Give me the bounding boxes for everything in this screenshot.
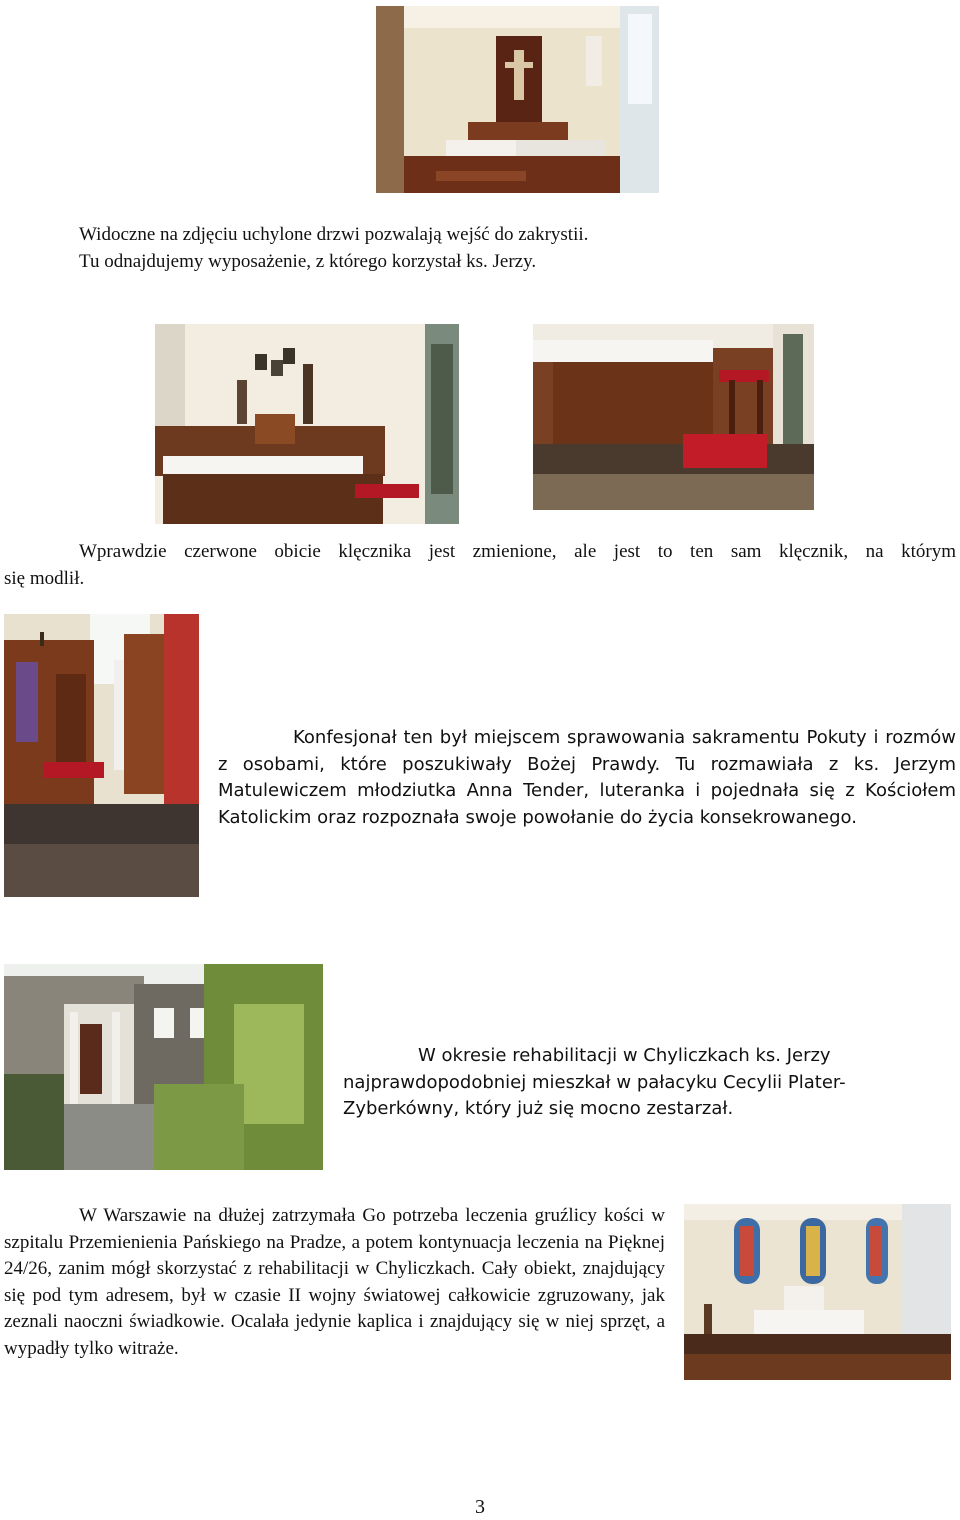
caption-line: najprawdopodobniej mieszkał w pałacyku Cecylii Plater-: [343, 1071, 846, 1093]
stained-glass-chapel-photo: [684, 1204, 951, 1380]
rehabilitation-caption: [343, 1043, 943, 1123]
kneeler-caption: [4, 539, 956, 592]
caption-line: Tu odnajdujemy wyposażenie, z którego korzystał ks. Jerzy.: [79, 250, 537, 272]
caption-line: się modlił.: [4, 567, 85, 589]
sacristy-caption: [79, 222, 588, 275]
chapel-altar-photo: [376, 6, 659, 193]
caption-line: Widoczne na zdjęciu uchylone drzwi pozwalają wejść do zakrystii.: [79, 224, 589, 245]
page-number: 3: [475, 1496, 485, 1518]
sacristy-photo: [155, 324, 459, 524]
caption-line: Zyberkówny, który już się mocno zestarzał.: [343, 1098, 734, 1119]
warsaw-caption: W Warszawie na dłużej zatrzymała Go potrzeba leczenia gruźlicy kości w szpitalu Przemienienia Pańskiego na Pradze, a potem kontynuacja leczenia na Pięknej 24/26, zanim mógł skorzystać z rehabilitacji w Chyliczkach. Cały obiekt, znajdujący się pod tym adresem, był w czasie II wojny światowej całkowicie zgruzowany, jak zeznali naoczni świadkowie. Ocalała jedynie kaplica i znajdujący się w niej sprzęt, a wypadły tylko witraże.: [4, 1205, 665, 1359]
confessional-photo: [4, 614, 199, 897]
kneeler-photo: [533, 324, 814, 510]
palace-photo: [4, 964, 323, 1170]
confessional-caption: Konfesjonał ten był miejscem sprawowania sakramentu Pokuty i rozmów z osobami, które poszukiwały Bożej Prawdy. Tu rozmawiała z ks. Jerzym Matulewiczem młodziutka Anna Tender, luteranka i pojednała się z Kościołem Katolickim oraz rozpoznała swoje powołanie do życia konsekrowanego.: [218, 727, 956, 828]
caption-line: Wprawdzie czerwone obicie klęcznika jest zmienione, ale jest to ten sam klęcznik, na którym: [79, 541, 956, 562]
caption-line: W okresie rehabilitacji w Chyliczkach ks. Jerzy: [418, 1045, 831, 1066]
